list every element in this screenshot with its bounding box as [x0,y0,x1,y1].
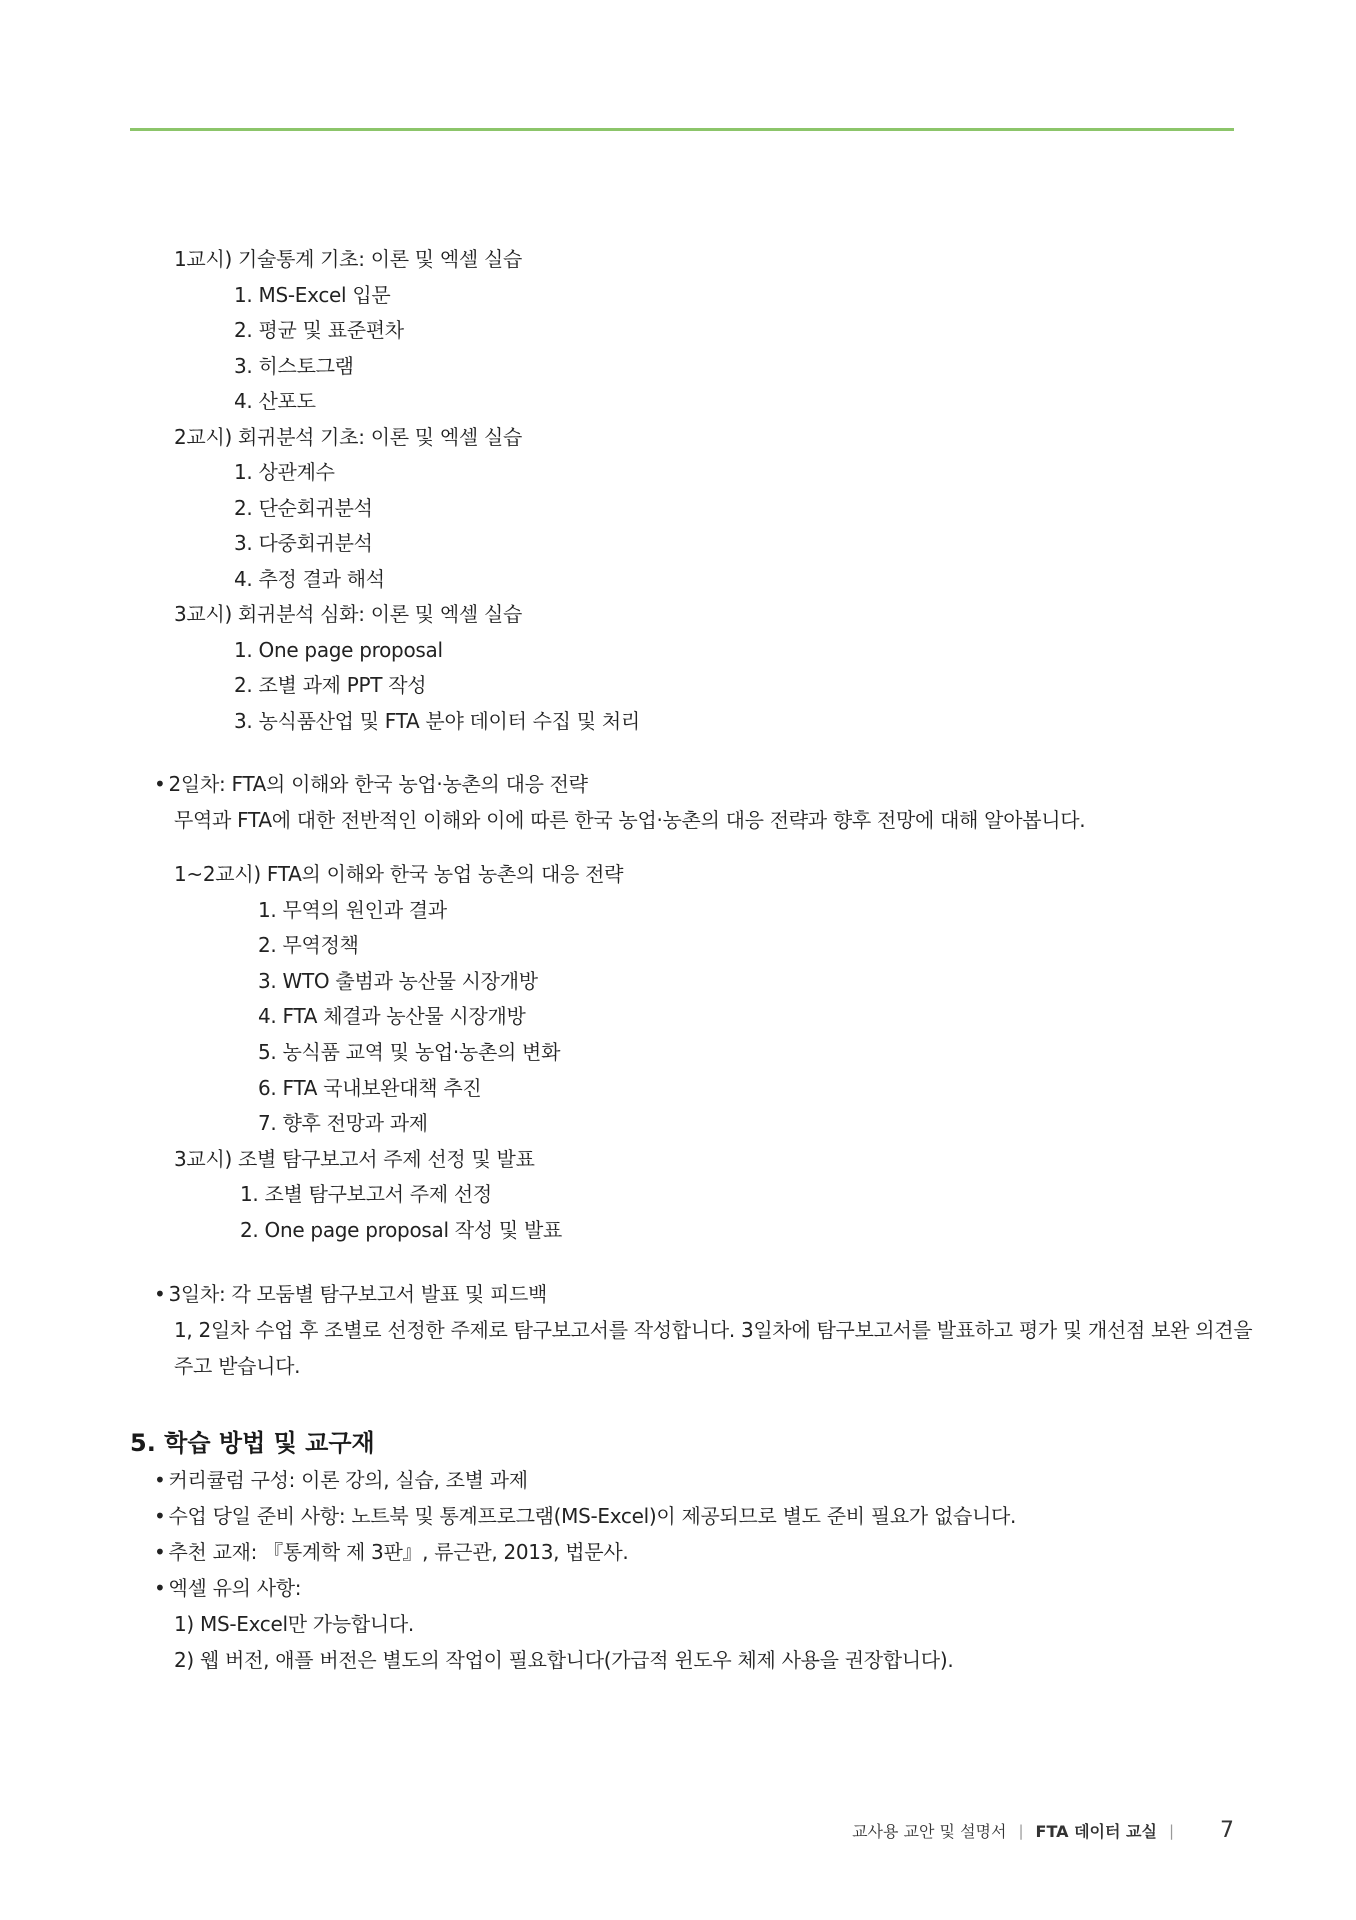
header-rule [130,128,1234,131]
list-item: 1. 무역의 원인과 결과 [258,897,447,922]
footer-separator-1: | [1018,1821,1024,1840]
list-item: 4. FTA 체결과 농산물 시장개방 [258,1004,526,1029]
period-heading: 1~2교시) FTA의 이해와 한국 농업 농촌의 대응 전략 [174,862,624,886]
section5-bullet-excel-notes: • 엑셀 유의 사항: [154,1574,301,1602]
period-heading: 1교시) 기술통계 기초: 이론 및 엑셀 실습 [174,247,523,271]
list-item: 1. 상관계수 [234,460,335,484]
list-item: 3. 다중회귀분석 [234,531,373,555]
list-item: 5. 농식품 교역 및 농업·농촌의 변화 [258,1040,561,1064]
list-item: 2. One page proposal 작성 및 발표 [240,1218,562,1242]
section5-bullet-curriculum: • 커리큘럼 구성: 이론 강의, 실습, 조별 과제 [154,1466,528,1494]
list-item: 3. 히스토그램 [234,353,354,378]
day3-description-line1: 1, 2일차 수업 후 조별로 선정한 주제로 탐구보고서를 작성합니다. 3일차에 탐구보고서를 발표하고 평가 및 개선점 보완 의견을 [174,1318,1253,1342]
section5-bullet-preparation: • 수업 당일 준비 사항: 노트북 및 통계프로그램(MS-Excel)이 제공되므로 별도 준비 필요가 없습니다. [154,1502,1016,1530]
day3-title: • 3일차: 각 모둠별 탐구보고서 발표 및 피드백 [154,1280,547,1308]
list-item: 1. 조별 탐구보고서 주제 선정 [240,1182,492,1207]
footer-doc-title: 교사용 교안 및 설명서 [852,1822,1007,1841]
list-item: 2. 조별 과제 PPT 작성 [234,673,427,697]
page-footer [852,1818,1234,1843]
excel-note-2: 2) 웹 버전, 애플 버전은 별도의 작업이 필요합니다(가급적 윈도우 체제 사용을 권장합니다). [174,1648,954,1672]
section5-heading: 5. 학습 방법 및 교구재 [130,1429,375,1457]
day3-description-line2: 주고 받습니다. [174,1354,301,1378]
list-item: 6. FTA 국내보완대책 추진 [258,1075,482,1100]
footer-separator-2: | [1168,1821,1174,1840]
footer-course-title: FTA 데이터 교실 [1035,1822,1157,1841]
list-item: 2. 단순회귀분석 [234,495,373,520]
day2-title: • 2일차: FTA의 이해와 한국 농업·농촌의 대응 전략 [154,770,588,798]
page-number: 7 [1220,1818,1234,1843]
list-item: 3. 농식품산업 및 FTA 분야 데이터 수집 및 처리 [234,708,640,733]
section5-bullet-textbook: • 추천 교재: 『통계학 제 3판』, 류근관, 2013, 법문사. [154,1538,628,1566]
day2-description: 무역과 FTA에 대한 전반적인 이해와 이에 따른 한국 농업·농촌의 대응 전략과 향후 전망에 대해 알아봅니다. [174,808,1086,832]
period-heading: 2교시) 회귀분석 기초: 이론 및 엑셀 실습 [174,424,523,449]
list-item: 4. 추정 결과 해석 [234,566,385,591]
list-item: 2. 무역정책 [258,933,359,958]
excel-note-1: 1) MS-Excel만 가능합니다. [174,1612,414,1636]
list-item: 2. 평균 및 표준편차 [234,318,404,342]
list-item: 1. MS-Excel 입문 [234,282,391,307]
period-heading: 3교시) 조별 탐구보고서 주제 선정 및 발표 [174,1146,535,1171]
list-item: 1. One page proposal [234,637,443,662]
list-item: 4. 산포도 [234,389,316,413]
list-item: 3. WTO 출범과 농산물 시장개방 [258,968,538,993]
list-item: 7. 향후 전망과 과제 [258,1111,428,1136]
period-heading: 3교시) 회귀분석 심화: 이론 및 엑셀 실습 [174,602,523,626]
